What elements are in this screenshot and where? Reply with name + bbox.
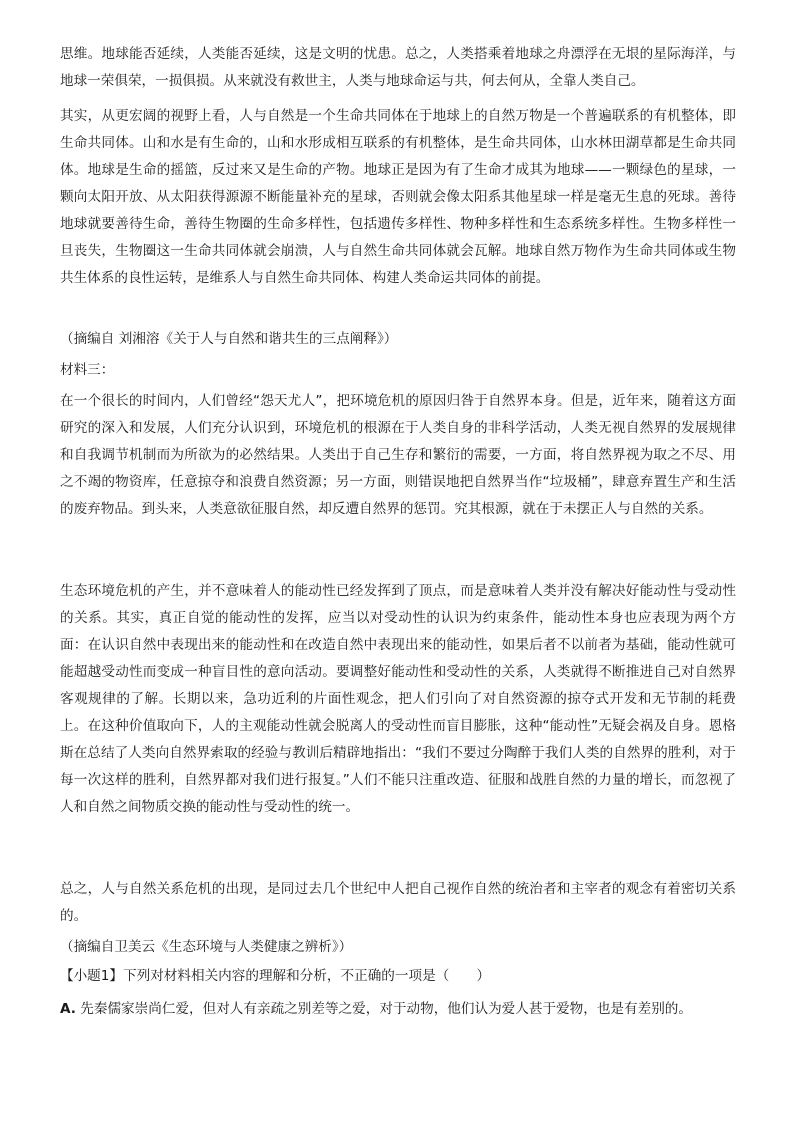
material2-paragraph-1: 思维。地球能否延续，人类能否延续，这是文明的忧患。总之，人类搭乘着地球之舟漂浮在无垠的星际海洋，与地球一荣俱荣，一损俱损。从来就没有救世主，人类与地球命运与共，何去何从，全靠人类自己。 [60,46,736,89]
material2-source: （摘编自 刘湘溶《关于人与自然和谐共生的三点阐释》） [60,331,398,347]
material3-source: （摘编自卫美云《生态环境与人类健康之辨析》） [60,939,353,955]
material3-paragraph-3: 总之，人与自然关系危机的出现，是同过去几个世纪中人把自己视作自然的统治者和主宰者的观念有着密切关系的。 [60,881,736,924]
material2-paragraph-2: 其实，从更宏阔的视野上看，人与自然是一个生命共同体在于地球上的自然万物是一个普遍联系的有机整体，即生命共同体。山和水是有生命的，山和水形成相互联系的有机整体，是生命共同体，山水林田湖草都是生命共同体。地球是生命的摇篮，反过来又是生命的产物。地球正是因为有了生命才成其为地球——一颗绿色的星球，一颗向太阳开放、从太阳获得源源不断能量补充的星球，否则就会像太阳系其他星球一样是毫无生息的死球。善待地球就要善待生命，善待生物圈的生命多样性，包括遗传多样性、物种多样性和生态系统多样性。生物多样性一旦丧失，生物圈这一生命共同体就会崩溃，人与自然生命共同体就会瓦解。地球自然万物作为生命共同体或生物共生体系的良性运转，是维系人与自然生命共同体、构建人类命运共同体的前提。 [60,108,736,286]
question-tag: 【小题1】 [60,968,124,984]
question-stem: 下列对材料相关内容的理解和分析，不正确的一项是（ ） [123,968,491,984]
question-option-a [60,996,736,1023]
question-stem-line [60,963,736,990]
material3-paragraph-2: 生态环境危机的产生，并不意味着人的能动性已经发挥到了顶点，而是意味着人类并没有解决好能动性与受动性的关系。其实，真正自觉的能动性的发挥，应当以对受动性的认识为约束条件，能动性本身也应表现为两个方面：在认识自然中表现出来的能动性和在改造自然中表现出来的能动性，如果后者不以前者为基础，能动性就可能超越受动性而变成一种盲目性的意向活动。要调整好能动性和受动性的关系，人类就得不断推进自己对自然界客观规律的了解。长期以来，急功近利的片面性观念，把人们引向了对自然资源的掠夺式开发和无节制的耗费上。在这种价值取向下，人的主观能动性就会脱离人的受动性而盲目膨胀，这种“能动性”无疑会祸及自身。恩格斯在总结了人类向自然界索取的经验与教训后精辟地指出：“我们不要过分陶醉于我们人类的自然界的胜利，对于每一次这样的胜利，自然界都对我们进行报复。”人们不能只注重改造、征服和战胜自然的力量的增长，而忽视了人和自然之间物质交换的能动性与受动性的统一。 [60,583,736,815]
material3-paragraph-1: 在一个很长的时间内，人们曾经“怨天尤人”，把环境危机的原因归咎于自然界本身。但是，近年来，随着这方面研究的深入和发展，人们充分认识到，环境危机的根源在于人类自身的非科学活动，人类无视自然界的发展规律和自我调节机制而为所欲为的必然结果。人类出于自己生存和繁衍的需要，一方面，将自然界视为取之不尽、用之不竭的物资库，任意掠夺和浪费自然资源；另一方面，则错误地把自然界当作“垃圾桶”，肆意弃置生产和生活的废弃物品。到头来，人类意欲征服自然，却反遭自然界的惩罚。究其根源，就在于未摆正人与自然的关系。 [60,393,736,517]
option-a-text: 先秦儒家崇尚仁爱，但对人有亲疏之别差等之爱，对于动物，他们认为爱人甚于爱物，也是有差别的。 [80,1001,692,1017]
option-a-label: A. [60,1001,76,1017]
material3-heading: 材料三： [60,362,115,378]
